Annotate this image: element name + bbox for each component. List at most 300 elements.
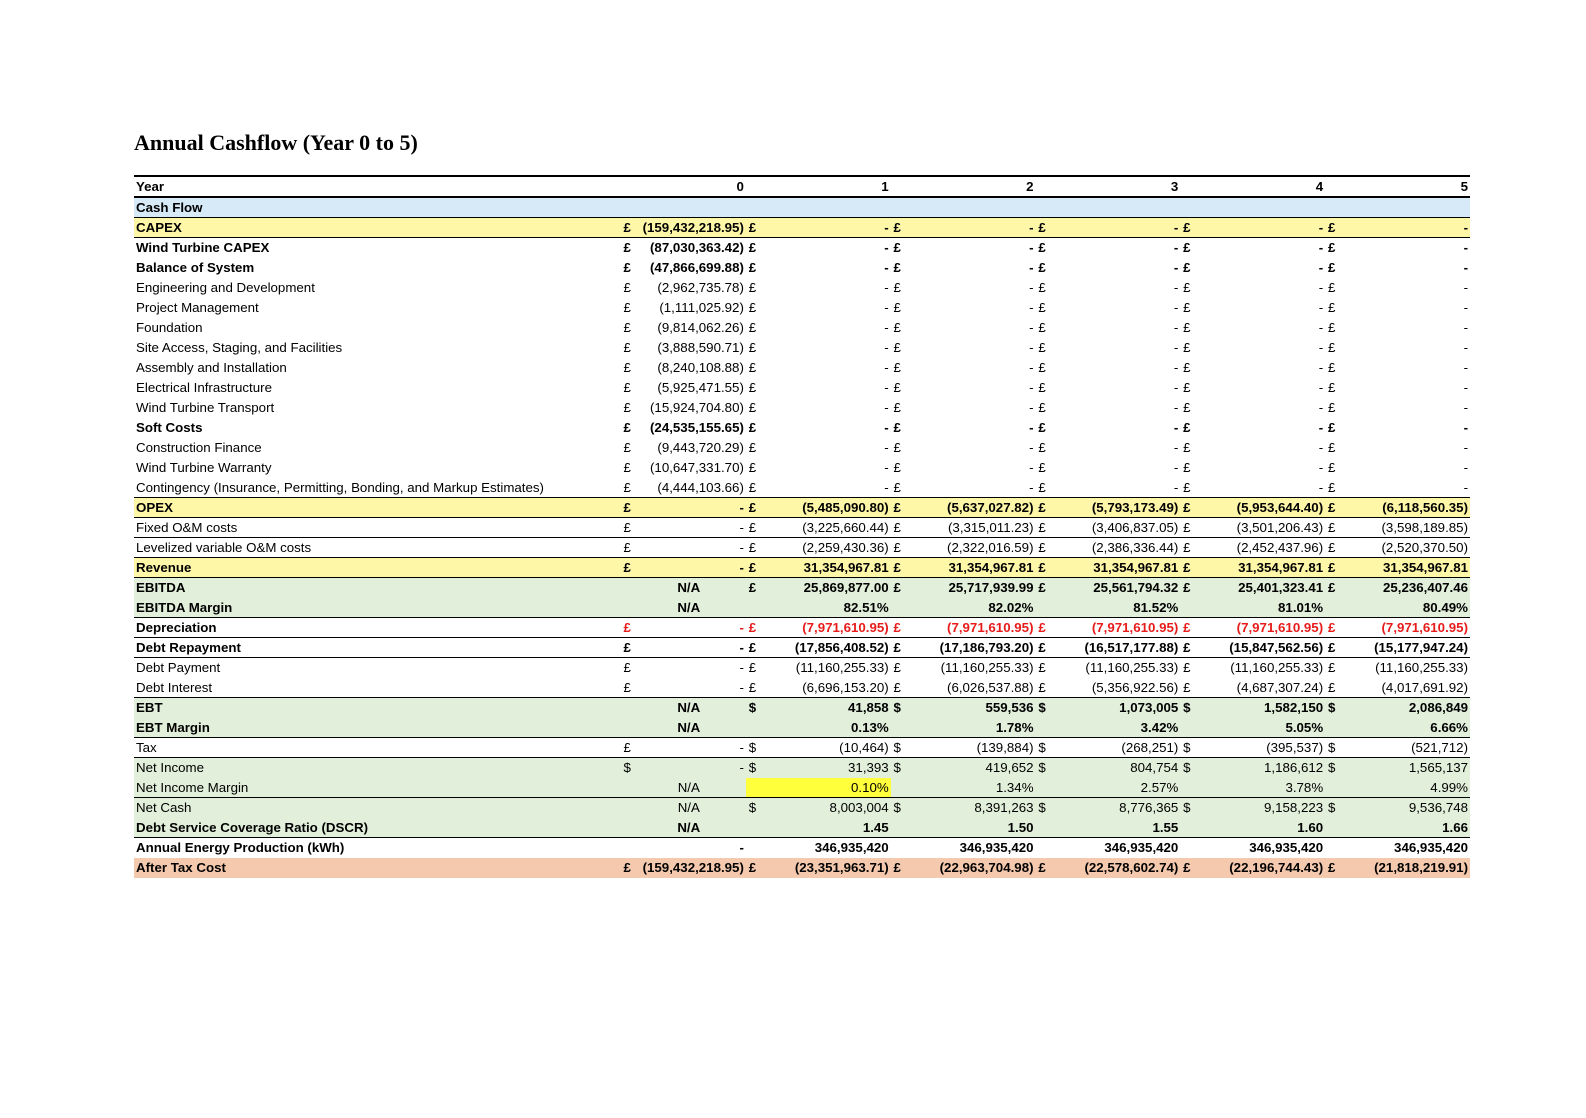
cell-year-1: -: [884, 380, 889, 395]
cell-year-3: 81.52%: [1048, 598, 1181, 618]
currency-symbol: £: [748, 420, 757, 435]
currency-symbol: $: [1325, 798, 1337, 818]
currency-symbol: £: [1180, 578, 1192, 598]
currency-symbol: £: [748, 440, 757, 455]
section-label: Cash Flow: [134, 197, 1470, 218]
currency-symbol: £: [748, 280, 757, 295]
currency-symbol: £: [1327, 660, 1336, 676]
currency-symbol: £: [621, 618, 631, 638]
currency-symbol: [1325, 718, 1337, 738]
currency-symbol: [621, 798, 631, 818]
currency-symbol: £: [748, 380, 757, 395]
row-debt-payment: [134, 658, 1470, 678]
cell-year-2: (2,322,016.59): [903, 538, 1036, 558]
currency-symbol: £: [1038, 420, 1046, 435]
cell-year-3: -: [1173, 240, 1179, 256]
row-contingency-insurance-permitting-bonding-and-markup-estimates: [134, 478, 1470, 498]
currency-symbol: £: [893, 460, 901, 475]
currency-symbol: £: [621, 218, 631, 238]
cell-year-5: 25,236,407.46: [1337, 578, 1470, 598]
currency-symbol: £: [621, 518, 631, 538]
row-revenue: [134, 558, 1470, 578]
cell-year-3: 3.42%: [1048, 718, 1181, 738]
cell-year-0: N/A: [632, 818, 746, 838]
currency-symbol: $: [891, 758, 903, 778]
cell-year-1: -: [884, 320, 889, 335]
row-soft-costs: [134, 418, 1470, 438]
cell-year-0: (47,866,699.88): [650, 260, 744, 275]
currency-symbol: $: [1180, 798, 1192, 818]
currency-symbol: £: [748, 660, 757, 676]
currency-symbol: £: [1180, 558, 1192, 578]
currency-symbol: £: [623, 440, 631, 455]
currency-symbol: £: [1183, 440, 1191, 455]
row-label: After Tax Cost: [134, 858, 621, 878]
cell-year-2: (7,971,610.95): [903, 618, 1036, 638]
currency-symbol: £: [1183, 340, 1191, 355]
header-spacer: [621, 176, 631, 197]
cell-year-1: -: [884, 440, 889, 455]
cell-year-3: 804,754: [1048, 758, 1181, 778]
cell-year-1: -: [884, 240, 889, 256]
currency-symbol: £: [746, 538, 758, 558]
header-spacer: [891, 176, 903, 197]
currency-symbol: £: [746, 498, 758, 518]
row-label: Engineering and Development: [136, 280, 315, 295]
currency-symbol: £: [746, 858, 758, 878]
cell-year-2: -: [1029, 360, 1034, 375]
row-after-tax-cost: [134, 858, 1470, 878]
currency-symbol: £: [623, 420, 631, 435]
row-fixed-o-m-costs: [134, 518, 1470, 538]
currency-symbol: [1180, 598, 1192, 618]
row-net-income: [134, 758, 1470, 778]
currency-symbol: £: [1038, 360, 1046, 375]
cell-year-2: -: [903, 218, 1036, 238]
cell-year-0: -: [632, 498, 746, 518]
currency-symbol: £: [1325, 578, 1337, 598]
currency-symbol: £: [1038, 280, 1046, 295]
cell-year-3: (2,386,336.44): [1048, 538, 1181, 558]
cell-year-3: -: [1173, 440, 1179, 455]
currency-symbol: £: [1183, 280, 1191, 295]
row-electrical-infrastructure: [134, 378, 1470, 398]
currency-symbol: [891, 778, 903, 798]
currency-symbol: $: [1325, 738, 1337, 758]
header-spacer: [1325, 176, 1337, 197]
row-assembly-and-installation: [134, 358, 1470, 378]
cell-year-1: 8,003,004: [758, 798, 891, 818]
row-label: EBITDA: [134, 578, 621, 598]
cell-year-3: -: [1173, 280, 1179, 295]
currency-symbol: $: [1036, 698, 1048, 718]
cell-year-4: 9,158,223: [1193, 798, 1326, 818]
cell-year-3: 31,354,967.81: [1048, 558, 1181, 578]
currency-symbol: £: [1327, 440, 1336, 455]
cell-year-5: -: [1463, 320, 1468, 335]
row-annual-energy-production-kwh: [134, 838, 1470, 858]
cell-year-1: 25,869,877.00: [758, 578, 891, 598]
cell-year-4: -: [1318, 300, 1324, 315]
currency-symbol: £: [1180, 498, 1192, 518]
cell-year-3: 8,776,365: [1048, 798, 1181, 818]
cell-year-1: -: [884, 340, 889, 355]
cell-year-4: -: [1318, 420, 1324, 435]
cell-year-1: 41,858: [758, 698, 891, 718]
currency-symbol: [1325, 818, 1337, 838]
row-label: Soft Costs: [136, 420, 203, 435]
cell-year-3: (3,406,837.05): [1048, 518, 1181, 538]
currency-symbol: £: [1183, 400, 1191, 415]
year-5: 5: [1337, 176, 1470, 197]
row-label: Fixed O&M costs: [134, 518, 621, 538]
year-1: 1: [758, 176, 891, 197]
cell-year-1: -: [884, 460, 889, 475]
cell-year-0: -: [632, 518, 746, 538]
cell-year-0: N/A: [632, 718, 746, 738]
cell-year-0: -: [632, 758, 746, 778]
currency-symbol: £: [1183, 460, 1191, 475]
row-label: Tax: [134, 738, 621, 758]
cell-year-5: -: [1463, 479, 1468, 495]
currency-symbol: £: [621, 498, 631, 518]
currency-symbol: £: [746, 518, 758, 538]
currency-symbol: [621, 718, 631, 738]
currency-symbol: £: [1180, 858, 1192, 878]
cell-year-2: -: [1029, 340, 1034, 355]
cell-year-1: (7,971,610.95): [758, 618, 891, 638]
row-label: Annual Energy Production (kWh): [136, 840, 345, 856]
cell-year-4: (11,160,255.33): [1230, 660, 1324, 676]
currency-symbol: £: [1036, 498, 1048, 518]
currency-symbol: £: [1038, 479, 1046, 495]
cell-year-4: -: [1318, 320, 1324, 335]
cell-year-1: -: [884, 420, 889, 435]
cell-year-2: (17,186,793.20): [903, 638, 1036, 658]
row-levelized-variable-o-m-costs: [134, 538, 1470, 558]
row-depreciation: [134, 618, 1470, 638]
currency-symbol: [1036, 598, 1048, 618]
currency-symbol: £: [1036, 218, 1048, 238]
currency-symbol: [1180, 778, 1192, 798]
row-label: Project Management: [136, 300, 259, 315]
cell-year-0: (87,030,363.42): [650, 240, 744, 256]
cell-year-5: -: [1463, 440, 1468, 455]
cell-year-4: (22,196,744.43): [1193, 858, 1326, 878]
row-label: Debt Repayment: [134, 638, 621, 658]
row-label: Revenue: [134, 558, 621, 578]
currency-symbol: [746, 778, 758, 798]
cell-year-2: 1.78%: [903, 718, 1036, 738]
row-tax: [134, 738, 1470, 758]
currency-symbol: £: [1327, 320, 1336, 335]
currency-symbol: £: [748, 360, 757, 375]
currency-symbol: [746, 838, 758, 858]
cell-year-2: (3,315,011.23): [903, 518, 1036, 538]
cell-year-2: (6,026,537.88): [947, 679, 1034, 695]
cell-year-3: (5,793,173.49): [1048, 498, 1181, 518]
cell-year-5: 1.66: [1337, 818, 1470, 838]
currency-symbol: $: [1180, 758, 1192, 778]
currency-symbol: [891, 598, 903, 618]
cell-year-0: -: [632, 538, 746, 558]
cell-year-5: (2,520,370.50): [1337, 538, 1470, 558]
currency-symbol: £: [623, 280, 631, 295]
currency-symbol: £: [1036, 578, 1048, 598]
cell-year-0: (24,535,155.65): [650, 420, 744, 435]
currency-symbol: £: [1038, 300, 1046, 315]
currency-symbol: £: [1036, 558, 1048, 578]
year-4: 4: [1193, 176, 1326, 197]
row-debt-service-coverage-ratio-dscr: [134, 818, 1470, 838]
currency-symbol: [746, 598, 758, 618]
currency-symbol: £: [1036, 538, 1048, 558]
currency-symbol: £: [746, 578, 758, 598]
cell-year-4: (3,501,206.43): [1193, 518, 1326, 538]
row-debt-repayment: [134, 638, 1470, 658]
cell-year-2: (22,963,704.98): [903, 858, 1036, 878]
currency-symbol: £: [623, 400, 631, 415]
cell-year-3: (22,578,602.74): [1048, 858, 1181, 878]
currency-symbol: £: [1038, 440, 1046, 455]
row-engineering-and-development: [134, 278, 1470, 298]
currency-symbol: £: [1038, 400, 1046, 415]
currency-symbol: £: [1327, 260, 1336, 275]
currency-symbol: £: [1038, 679, 1046, 695]
cell-year-1: -: [884, 479, 889, 495]
currency-symbol: [1325, 778, 1337, 798]
currency-symbol: £: [893, 660, 901, 676]
cell-year-4: 81.01%: [1193, 598, 1326, 618]
page-title: Annual Cashflow (Year 0 to 5): [134, 130, 418, 155]
year-2: 2: [903, 176, 1036, 197]
currency-symbol: £: [891, 618, 903, 638]
currency-symbol: £: [1325, 538, 1337, 558]
cell-year-4: -: [1318, 360, 1324, 375]
row-label: Electrical Infrastructure: [136, 380, 272, 395]
currency-symbol: £: [621, 638, 631, 658]
currency-symbol: £: [746, 558, 758, 578]
currency-symbol: [1180, 718, 1192, 738]
currency-symbol: £: [623, 320, 631, 335]
cell-year-3: -: [1173, 260, 1179, 275]
row-label: Construction Finance: [136, 440, 262, 455]
currency-symbol: [1036, 718, 1048, 738]
cell-year-5: -: [1337, 218, 1470, 238]
cell-year-3: (11,160,255.33): [1085, 660, 1179, 676]
currency-symbol: £: [746, 218, 758, 238]
row-label: Wind Turbine CAPEX: [136, 240, 270, 256]
section-row: [134, 197, 1470, 218]
cell-year-1: (5,485,090.80): [758, 498, 891, 518]
cell-year-4: 25,401,323.41: [1193, 578, 1326, 598]
year-3: 3: [1048, 176, 1181, 197]
row-label: CAPEX: [134, 218, 621, 238]
cell-year-0: (159,432,218.95): [632, 858, 746, 878]
currency-symbol: £: [1327, 340, 1336, 355]
currency-symbol: $: [746, 698, 758, 718]
cell-year-2: 25,717,939.99: [903, 578, 1036, 598]
cell-year-4: -: [1318, 400, 1324, 415]
cell-year-1: -: [884, 360, 889, 375]
cell-year-5: -: [1463, 240, 1468, 256]
currency-symbol: $: [746, 738, 758, 758]
row-label: Foundation: [136, 320, 203, 335]
currency-symbol: £: [1180, 618, 1192, 638]
cell-year-3: -: [1173, 320, 1179, 335]
currency-symbol: £: [623, 340, 631, 355]
cell-year-3: -: [1048, 218, 1181, 238]
header-row: [134, 176, 1470, 197]
currency-symbol: [746, 718, 758, 738]
cell-year-3: 1.55: [1048, 818, 1181, 838]
currency-symbol: £: [623, 240, 631, 256]
cell-year-1: (10,464): [758, 738, 891, 758]
cell-year-2: -: [1029, 479, 1034, 495]
cell-year-1: (3,225,660.44): [758, 518, 891, 538]
row-label: Debt Payment: [136, 660, 221, 676]
currency-symbol: [891, 838, 903, 858]
row-label: Wind Turbine Transport: [136, 400, 275, 415]
currency-symbol: £: [623, 679, 631, 695]
cell-year-1: -: [884, 400, 889, 415]
currency-symbol: £: [1036, 618, 1048, 638]
currency-symbol: £: [1183, 260, 1191, 275]
currency-symbol: £: [891, 578, 903, 598]
cell-year-1: -: [884, 260, 889, 275]
currency-symbol: £: [1327, 420, 1336, 435]
cell-year-4: (5,953,644.40): [1193, 498, 1326, 518]
currency-symbol: $: [1180, 738, 1192, 758]
cell-year-5: (11,160,255.33): [1375, 660, 1468, 676]
row-label: Wind Turbine Warranty: [136, 460, 272, 475]
currency-symbol: £: [1183, 679, 1191, 695]
cell-year-5: 31,354,967.81: [1337, 558, 1470, 578]
currency-symbol: £: [891, 518, 903, 538]
cell-year-3: -: [1173, 420, 1179, 435]
currency-symbol: [746, 818, 758, 838]
row-opex: [134, 498, 1470, 518]
row-wind-turbine-transport: [134, 398, 1470, 418]
cell-year-0: (159,432,218.95): [632, 218, 746, 238]
cell-year-3: -: [1173, 380, 1179, 395]
cell-year-4: 31,354,967.81: [1193, 558, 1326, 578]
currency-symbol: £: [621, 858, 631, 878]
currency-symbol: $: [1036, 798, 1048, 818]
currency-symbol: £: [1038, 660, 1046, 676]
cell-year-2: 346,935,420: [959, 840, 1034, 856]
row-site-access-staging-and-facilities: [134, 338, 1470, 358]
cell-year-4: -: [1318, 280, 1324, 295]
currency-symbol: £: [1327, 400, 1336, 415]
currency-symbol: £: [891, 858, 903, 878]
currency-symbol: £: [623, 660, 631, 676]
row-ebt: [134, 698, 1470, 718]
cell-year-0: -: [632, 558, 746, 578]
row-label: Levelized variable O&M costs: [134, 538, 621, 558]
currency-symbol: £: [893, 679, 901, 695]
header-spacer: [746, 176, 758, 197]
cell-year-3: (268,251): [1048, 738, 1181, 758]
currency-symbol: $: [1036, 758, 1048, 778]
currency-symbol: £: [1325, 638, 1337, 658]
cell-year-2: 1.50: [903, 818, 1036, 838]
currency-symbol: £: [748, 340, 757, 355]
cell-year-3: -: [1173, 460, 1179, 475]
row-label: Balance of System: [136, 260, 255, 275]
cell-year-5: 2,086,849: [1337, 698, 1470, 718]
cell-year-1: 82.51%: [758, 598, 891, 618]
cell-year-0: (10,647,331.70): [650, 460, 744, 475]
currency-symbol: £: [893, 320, 901, 335]
currency-symbol: £: [623, 380, 631, 395]
currency-symbol: £: [1325, 218, 1337, 238]
cashflow-table: [134, 175, 1470, 878]
row-project-management: [134, 298, 1470, 318]
cell-year-0: (5,925,471.55): [657, 380, 744, 395]
currency-symbol: £: [1325, 498, 1337, 518]
row-wind-turbine-warranty: [134, 458, 1470, 478]
currency-symbol: £: [621, 558, 631, 578]
currency-symbol: £: [748, 479, 757, 495]
currency-symbol: $: [746, 798, 758, 818]
currency-symbol: $: [891, 738, 903, 758]
cell-year-1: 31,354,967.81: [758, 558, 891, 578]
currency-symbol: £: [748, 460, 757, 475]
cell-year-1: (23,351,963.71): [758, 858, 891, 878]
cell-year-2: 31,354,967.81: [903, 558, 1036, 578]
currency-symbol: £: [893, 380, 901, 395]
currency-symbol: [1036, 838, 1048, 858]
cell-year-4: -: [1318, 460, 1324, 475]
cell-year-0: (15,924,704.80): [650, 400, 744, 415]
cell-year-0: -: [739, 679, 744, 695]
cell-year-0: (8,240,108.88): [657, 360, 744, 375]
cell-year-3: (16,517,177.88): [1048, 638, 1181, 658]
header-year-label: Year: [134, 176, 621, 197]
currency-symbol: £: [1183, 320, 1191, 335]
cell-year-2: -: [1029, 420, 1034, 435]
row-label: Site Access, Staging, and Facilities: [136, 340, 343, 355]
currency-symbol: [621, 778, 631, 798]
row-balance-of-system: [134, 258, 1470, 278]
cell-year-4: -: [1318, 380, 1324, 395]
currency-symbol: [621, 598, 631, 618]
cell-year-4: -: [1193, 218, 1326, 238]
cell-year-3: -: [1173, 400, 1179, 415]
currency-symbol: £: [1327, 679, 1336, 695]
cell-year-5: -: [1463, 340, 1468, 355]
currency-symbol: £: [1038, 240, 1046, 256]
currency-symbol: £: [1038, 320, 1046, 335]
cell-year-2: (11,160,255.33): [940, 660, 1034, 676]
currency-symbol: £: [1180, 638, 1192, 658]
cell-year-2: -: [1029, 300, 1034, 315]
currency-symbol: $: [1325, 758, 1337, 778]
currency-symbol: £: [1325, 558, 1337, 578]
cell-year-1: (2,259,430.36): [758, 538, 891, 558]
cell-year-5: -: [1463, 460, 1468, 475]
currency-symbol: £: [1036, 638, 1048, 658]
currency-symbol: £: [1325, 858, 1337, 878]
row-label: Contingency (Insurance, Permitting, Bonding, and Markup Estimates): [136, 479, 544, 495]
cell-year-0: -: [632, 618, 746, 638]
row-wind-turbine-capex: [134, 238, 1470, 258]
header-spacer: [1180, 176, 1192, 197]
currency-symbol: £: [1180, 538, 1192, 558]
currency-symbol: £: [1327, 240, 1336, 256]
row-construction-finance: [134, 438, 1470, 458]
